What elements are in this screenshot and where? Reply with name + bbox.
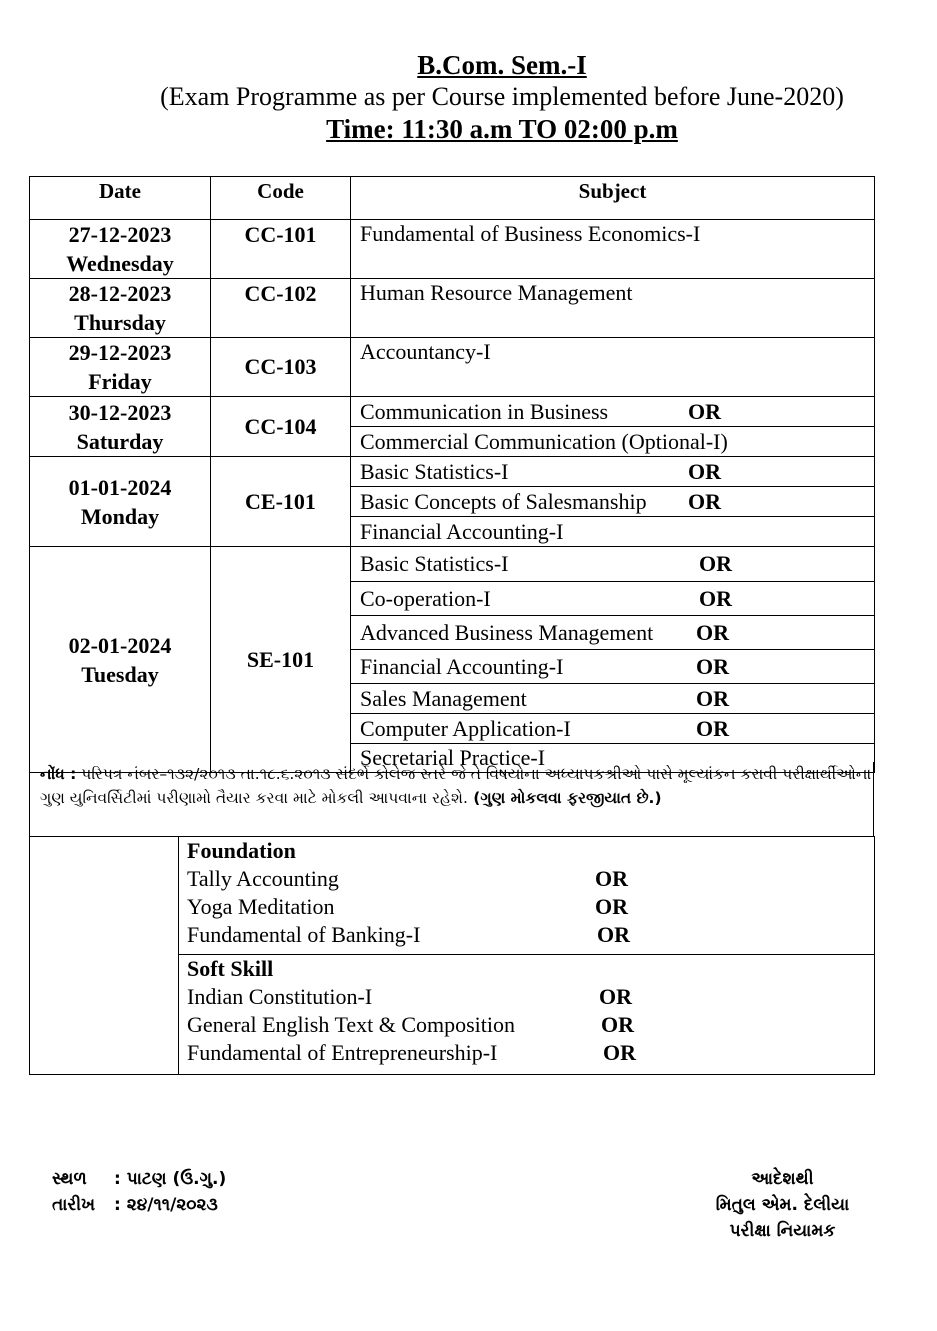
exam-date: 30-12-2023 xyxy=(68,399,172,425)
table-row xyxy=(30,338,875,397)
subject-cell xyxy=(351,397,875,427)
optional-subjects-table xyxy=(29,836,875,1075)
list-item: Tally Accounting OR xyxy=(187,866,628,891)
date-label: તારીખ xyxy=(52,1195,96,1215)
or-label: OR xyxy=(696,653,729,679)
foundation-section xyxy=(179,837,875,955)
code-cell: CC-104 xyxy=(211,397,351,457)
or-label: OR xyxy=(599,984,632,1009)
subject-cell xyxy=(351,279,875,338)
column-header-subject: Subject xyxy=(351,177,875,220)
signatory-name: મિતુલ એમ. દેલીયા xyxy=(715,1195,850,1215)
table-row xyxy=(30,547,875,582)
subject-name: Basic Statistics-I xyxy=(360,458,509,484)
signatory-designation: પરીક્ષા નિયામક xyxy=(729,1221,836,1241)
date-cell xyxy=(30,220,211,279)
or-label: OR xyxy=(699,551,732,576)
or-label: OR xyxy=(595,894,628,919)
subject-name: Financial Accounting-I xyxy=(360,653,564,679)
subject-name: Commercial Communication (Optional-I) xyxy=(360,428,728,454)
exam-date: 29-12-2023 xyxy=(68,340,172,365)
note-label: નોંધ : xyxy=(40,765,77,783)
signature-block xyxy=(690,1166,875,1244)
list-item: General English Text & Composition OR xyxy=(187,1012,634,1037)
subject-name: Financial Accounting-I xyxy=(360,518,564,544)
subject-name: Advanced Business Management xyxy=(360,619,654,645)
table-row xyxy=(30,457,875,487)
exam-day: Tuesday xyxy=(81,661,159,687)
or-label: OR xyxy=(688,488,721,514)
subject-name: Fundamental of Business Economics-I xyxy=(360,221,701,246)
subject-cell xyxy=(351,487,875,517)
document-subtitle: (Exam Programme as per Course implemented before June-2020) xyxy=(160,82,844,111)
subject-name: Communication in Business xyxy=(360,398,609,424)
subject-cell xyxy=(351,684,875,714)
subject-cell xyxy=(351,616,875,650)
list-item: Indian Constitution-I OR xyxy=(187,984,632,1009)
date-cell xyxy=(30,397,211,457)
note-emphasis: (ગુણ મોકલવા ફરજીયાત છે.) xyxy=(467,789,662,807)
subject-name: Basic Statistics-I xyxy=(360,551,509,576)
subject-cell xyxy=(351,714,875,744)
subject-name: Basic Concepts of Salesmanship xyxy=(360,488,647,514)
subject-cell xyxy=(351,338,875,397)
or-label: OR xyxy=(696,715,729,741)
or-label: OR xyxy=(601,1012,634,1037)
exam-date: 28-12-2023 xyxy=(68,281,172,306)
or-label: OR xyxy=(603,1040,636,1065)
column-header-date: Date xyxy=(30,177,211,220)
code-cell: CC-103 xyxy=(211,338,351,397)
subject-name: Human Resource Management xyxy=(360,280,633,305)
exam-day: Saturday xyxy=(76,428,164,454)
foundation-heading: Foundation xyxy=(187,838,296,863)
note-block xyxy=(29,762,874,836)
table-row xyxy=(30,220,875,279)
order-text: આદેશથી xyxy=(751,1169,814,1189)
or-label: OR xyxy=(597,922,630,947)
subject-cell xyxy=(351,427,875,457)
subject-name: Computer Application-I xyxy=(360,715,571,741)
date-cell xyxy=(30,547,211,773)
date-cell xyxy=(30,338,211,397)
subject-cell xyxy=(351,517,875,547)
subject-cell xyxy=(351,457,875,487)
or-label: OR xyxy=(595,866,628,891)
subject-cell xyxy=(351,582,875,616)
date-cell xyxy=(30,457,211,547)
or-label: OR xyxy=(696,619,729,645)
subject-name: Secretarial Practice-I xyxy=(360,745,546,770)
subject-name: Accountancy-I xyxy=(360,339,491,364)
exam-date: 02-01-2024 xyxy=(68,632,172,658)
date-line xyxy=(52,1192,226,1218)
code-cell: SE-101 xyxy=(211,547,351,773)
foundation-row xyxy=(30,837,875,955)
or-label: OR xyxy=(688,398,721,424)
list-item: Fundamental of Entrepreneurship-I OR xyxy=(187,1040,636,1065)
code-cell: CC-101 xyxy=(211,220,351,279)
list-item: Yoga Meditation OR xyxy=(187,894,628,919)
place-label: સ્થળ xyxy=(52,1169,87,1189)
exam-day: Monday xyxy=(80,503,160,529)
soft-skill-heading: Soft Skill xyxy=(187,956,274,981)
list-item: Fundamental of Banking-I OR xyxy=(187,922,630,947)
exam-date: 01-01-2024 xyxy=(68,474,172,500)
subject-cell xyxy=(351,650,875,684)
subject-cell xyxy=(351,547,875,582)
place-value: : પાટણ (ઉ.ગુ.) xyxy=(114,1169,227,1189)
or-label: OR xyxy=(696,685,729,711)
document-title: B.Com. Sem.-I xyxy=(417,50,587,80)
subject-name: Sales Management xyxy=(360,685,527,711)
subject-name: Co-operation-I xyxy=(360,585,491,611)
exam-time: Time: 11:30 a.m TO 02:00 p.m xyxy=(326,114,678,144)
place-date-block xyxy=(52,1166,226,1218)
code-cell: CC-102 xyxy=(211,279,351,338)
table-header-row xyxy=(30,177,875,220)
note-text: પરિપત્ર નંબર–૧૩૨/૨૦૧૩ તા.૧૮.૬.૨૦૧૩ સંદર્ભે કોલેજ સ્તરે જે તે વિષયોના અધ્યાપકશ્રીઓ પાસે મૂલ્યાંકન કરાવી પરીક્ષાર્થીઓના ગુણ યુનિવર્સિટીમાં પરીણામો તૈયાર કરવા માટે મોકલી આપવાના રહેશે. xyxy=(40,765,872,807)
date-value: : ૨૪/૧૧/૨૦૨૩ xyxy=(114,1195,218,1215)
exam-day: Friday xyxy=(88,369,152,394)
or-label: OR xyxy=(688,458,721,484)
date-cell xyxy=(30,279,211,338)
exam-date: 27-12-2023 xyxy=(68,222,172,247)
exam-day: Thursday xyxy=(74,310,166,335)
soft-skill-section xyxy=(179,955,875,1075)
blank-cell xyxy=(30,837,179,1075)
subject-cell xyxy=(351,220,875,279)
place-line xyxy=(52,1166,226,1192)
code-cell: CE-101 xyxy=(211,457,351,547)
column-header-code: Code xyxy=(211,177,351,220)
exam-day: Wednesday xyxy=(66,251,174,276)
or-label: OR xyxy=(699,585,732,611)
table-row xyxy=(30,279,875,338)
table-row xyxy=(30,397,875,427)
exam-schedule-table xyxy=(29,176,875,773)
